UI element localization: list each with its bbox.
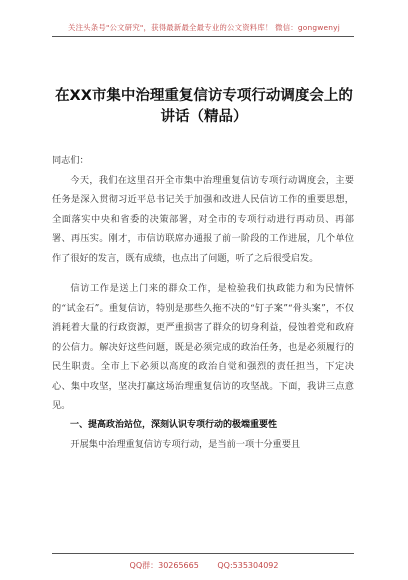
section-paragraph: 开展集中治理重复信访专项行动，是当前一项十分重要且 <box>70 439 301 450</box>
header-rule <box>52 36 354 37</box>
qq-contact: QQ:535304092 <box>217 561 279 570</box>
header-note: 关注头条号"公文研究"，获得最新最全最专业的公文资料库！ 微信：gongwenyj <box>68 23 340 32</box>
section-heading: 一、提高政治站位，深刻认识专项行动的极端重要性 <box>70 419 278 430</box>
paragraph-1: 今天，我们在这里召开全市集中治理重复信访专项行动调度会，主要任务是深入贯彻习近平总书记关于加强和改进人民信访工作的重要思想，全面落实中央和省委的决策部署，对全市的专项行动进行再动员、再部署、再压实。刚才，市信访联席办通报了前一阶段的工作进展，几个单位作了很好的发言，既有成绩，也点出了问题，听了之后很受启发。 <box>52 174 354 264</box>
salutation: 同志们： <box>52 155 89 166</box>
qq-group: QQ群：30265665 <box>129 561 199 570</box>
paragraph-2: 信访工作是送上门来的群众工作，是检验我们执政能力和为民情怀的“试金石”。重复信访，特别是那些久拖不决的“钉子案”“骨头案”，不仅消耗着大量的行政资源，更严重损害了群众的切身利益，侵蚀着党和政府的公信力。解决好这些问题，既是必须完成的政治任务，也是必须履行的民生职责。全市上下必须以高度的政治自觉和强烈的责任担当，下定决心、集中攻坚，坚决打赢这场治理重复信访的攻坚战。下面，我讲三点意见。 <box>52 283 354 411</box>
document-title: 在XX市集中治理重复信访专项行动调度会上的讲话（精品） <box>55 88 353 125</box>
footer-contacts <box>0 560 408 571</box>
document-body <box>52 151 354 455</box>
footer-rule <box>52 553 354 554</box>
